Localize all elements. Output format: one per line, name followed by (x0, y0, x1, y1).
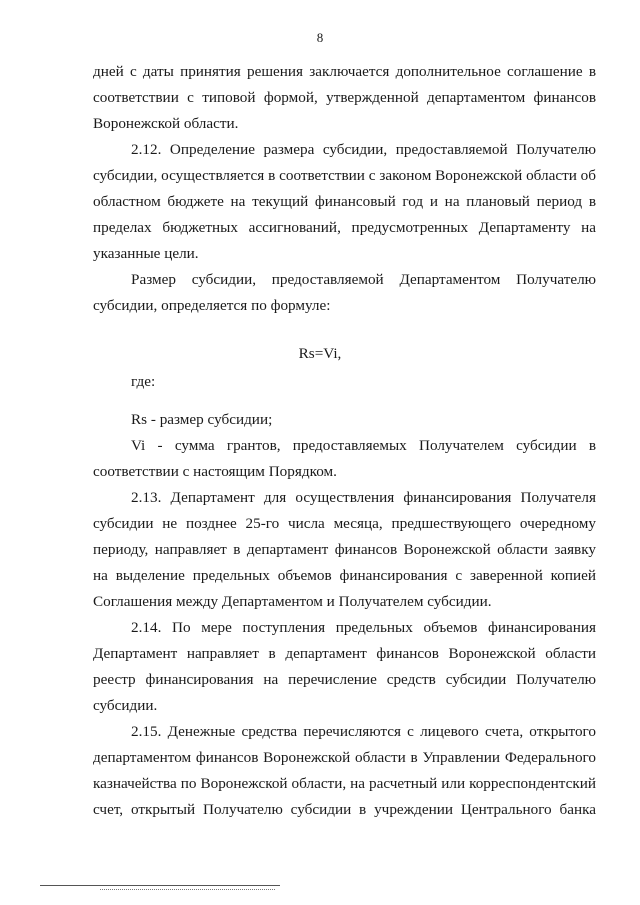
page-number: 8 (316, 30, 324, 45)
paragraph-intro: дней с даты принятия решения заключается дополнительное соглашение в соответствии с типовой формой, утвержденной департаментом финансов Воронежской области. (93, 63, 596, 132)
paragraph-2-15: 2.15. Денежные средства перечисляются с лицевого счета, открытого департаментом финансов Воронежской области в Управлении Федерального казначейства по Воронежской области, на расчетный или корреспондентский счет, открытый Получателю субсидии в учреждении Центрального банка (93, 723, 596, 818)
document-body-top (93, 59, 596, 319)
definition-rs: Rs - размер субсидии; (131, 411, 273, 428)
paragraph-2-13: 2.13. Департамент для осуществления финансирования Получателя субсидии не позднее 25-го числа месяца, предшествующего очередному периоду, направляет в департамент финансов Воронежской области заявку на выделение предельных объемов финансирования с заверенной копией Соглашения между Департаментом и Получателем субсидии. (93, 489, 596, 610)
document-body-bottom (93, 369, 596, 823)
definition-vi: Vi - сумма грантов, предоставляемых Получателем субсидии в соответствии с настоящим Порядком. (93, 437, 596, 480)
paragraph-subsidy-size: Размер субсидии, предоставляемой Департаментом Получателю субсидии, определяется по формуле: (93, 271, 596, 314)
formula: Rs=Vi, (298, 345, 342, 362)
where-label: где: (131, 373, 156, 390)
footer-rule (40, 885, 280, 886)
paragraph-2-12: 2.12. Определение размера субсидии, предоставляемой Получателю субсидии, осуществляется в соответствии с законом Воронежской области об областном бюджете на текущий финансовый год и на плановый период в пределах бюджетных ассигнований, предусмотренных Департаменту на указанные цели. (93, 141, 596, 262)
footer-rule-dotted (100, 889, 275, 890)
paragraph-2-14: 2.14. По мере поступления предельных объемов финансирования Департамент направляет в департамент финансов Воронежской области реестр финансирования на перечисление средств субсидии Получателю субсидии. (93, 619, 596, 714)
